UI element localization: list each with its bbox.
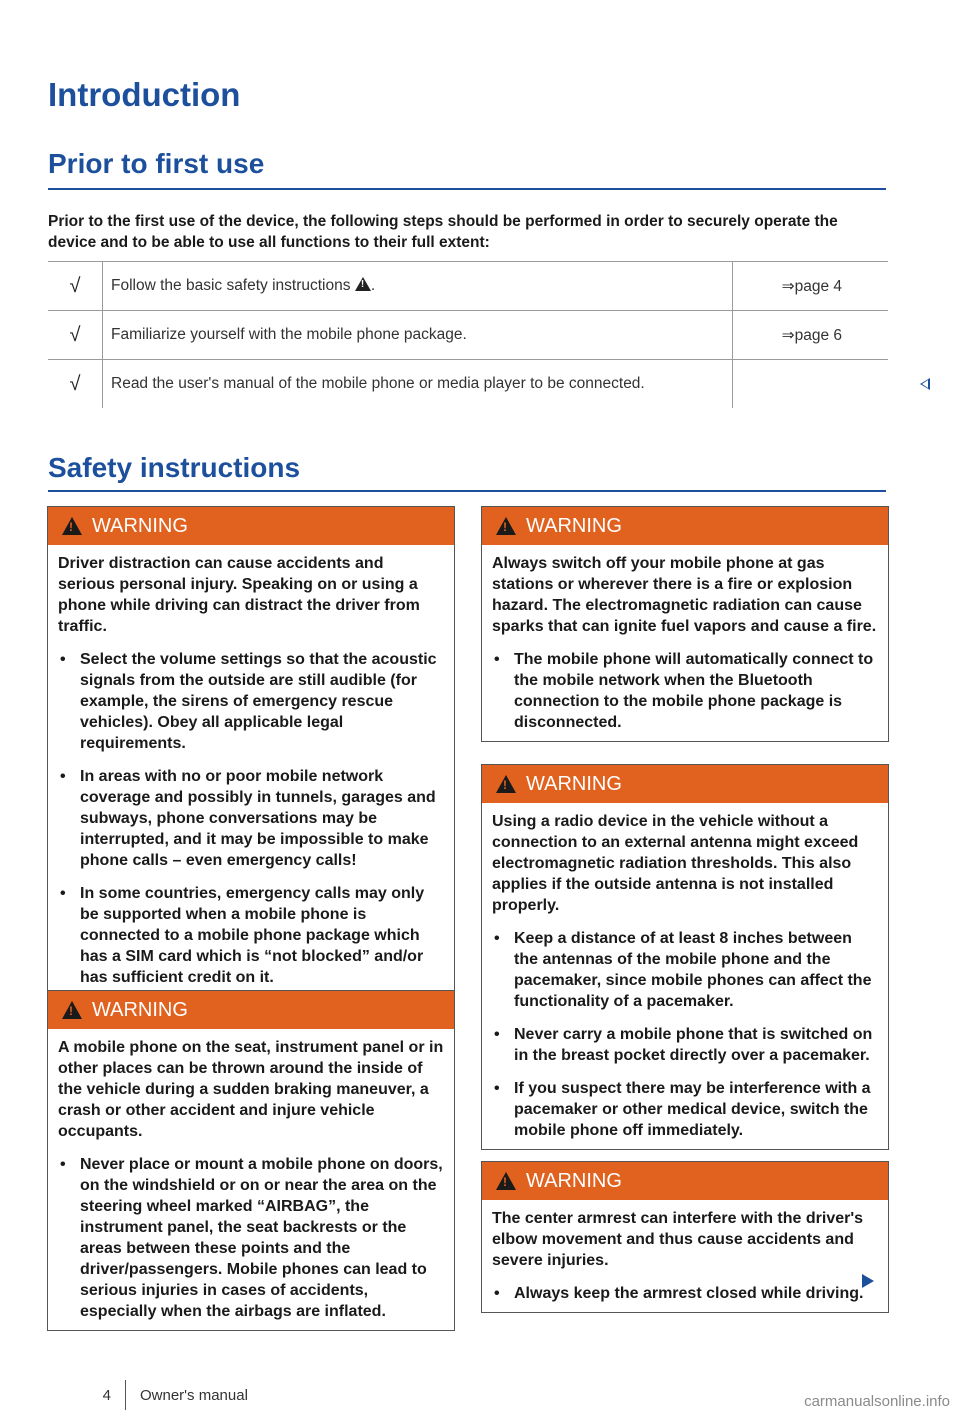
step-page-ref[interactable]: ⇒page 4 (733, 262, 889, 311)
step-text-label: Follow the basic safety instructions (111, 277, 351, 294)
warning-box (481, 506, 889, 742)
warning-label: WARNING (526, 514, 622, 537)
watermark: carmanualsonline.info (804, 1393, 950, 1410)
heading-rule (48, 188, 886, 190)
warning-body (482, 545, 888, 741)
warning-body (48, 545, 454, 996)
warning-triangle-icon (496, 517, 516, 535)
warning-body (482, 803, 888, 1149)
warning-label: WARNING (92, 514, 188, 537)
warning-bullet: • If you suspect there may be interference with a pacemaker or other medical device, switch the mobile phone off immediately. (492, 1078, 878, 1141)
warning-text: A mobile phone on the seat, instrument panel or in other places can be thrown around the inside of the vehicle during a sudden braking maneuver, a crash or other accident and injure vehicle occupants. (58, 1039, 444, 1140)
warning-text: Using a radio device in the vehicle without a connection to an external antenna might exceed electromagnetic radiation thresholds. This also applies if the outside antenna is not installed properly. (492, 813, 859, 914)
prior-to-first-use-heading: Prior to first use (48, 148, 265, 179)
warning-triangle-icon (496, 775, 516, 793)
warning-text: The center armrest can interfere with the driver's elbow movement and thus cause accidents and severe injuries. (492, 1210, 864, 1269)
check-mark: √ (48, 311, 103, 360)
step-text: Follow the basic safety instructions ! . (103, 262, 733, 311)
warning-header (482, 1162, 888, 1200)
warning-label: WARNING (526, 1169, 622, 1192)
warning-bullet: • The mobile phone will automatically connect to the mobile network when the Bluetooth connection to the mobile phone package is disconnected. (492, 649, 878, 733)
warning-text: Driver distraction can cause accidents and serious personal injury. Speaking on or using a phone while driving can distract the driver from traffic. (58, 555, 420, 635)
warning-header (48, 507, 454, 545)
warning-box (481, 764, 889, 1150)
page-title: Introduction (48, 76, 241, 113)
back-arrow-icon[interactable] (920, 378, 930, 390)
step-row (48, 360, 888, 409)
warning-box (481, 1161, 889, 1313)
intro-paragraph: Prior to the first use of the device, the following steps should be performed in order to securely operate the device and to be able to use all functions to their full extent: (48, 213, 838, 251)
check-mark: √ (69, 372, 81, 395)
warning-bullet: • Keep a distance of at least 8 inches between the antennas of the mobile phone and the pacemaker, since mobile phones can affect the functionality of a pacemaker. (492, 928, 878, 1012)
warning-bullet: • Always keep the armrest closed while driving. (492, 1283, 878, 1304)
warning-bullet: • In some countries, emergency calls may only be supported when a mobile phone is connected to a mobile phone package which has a SIM card which is “not blocked” and/or has sufficient credit on it. (58, 883, 444, 988)
step-text: Familiarize yourself with the mobile phone package. (103, 311, 733, 360)
footer-label: Owner's manual (140, 1386, 248, 1404)
warning-triangle-icon (496, 1172, 516, 1190)
warning-triangle-icon (62, 517, 82, 535)
warning-header (482, 765, 888, 803)
check-mark: √ (48, 262, 103, 311)
warning-bullet: • Never carry a mobile phone that is switched on in the breast pocket directly over a pacemaker. (492, 1024, 878, 1066)
warning-body (482, 1200, 888, 1312)
warning-text: Always switch off your mobile phone at gas stations or wherever there is a fire or explosion hazard. The electromagnetic radiation can cause sparks that can ignite fuel vapors and cause a fire. (492, 555, 877, 635)
footer-divider (125, 1380, 126, 1410)
heading-rule (48, 490, 886, 492)
page-footer (97, 1380, 248, 1410)
safety-instructions-heading: Safety instructions (48, 452, 301, 483)
warning-header (48, 991, 454, 1029)
page-number: 4 (102, 1386, 111, 1404)
warning-header (482, 507, 888, 545)
warning-label: WARNING (526, 772, 622, 795)
step-row (48, 311, 888, 360)
step-page-ref[interactable]: ⇒page 6 (733, 311, 889, 360)
warning-bullet: • In areas with no or poor mobile network coverage and possibly in tunnels, garages and subways, phone conversations may be interrupted, and it may be impossible to make phone calls – even emergency calls! (58, 766, 444, 871)
step-row (48, 262, 888, 311)
steps-table (48, 261, 888, 408)
step-page-ref (733, 360, 889, 409)
warning-body (48, 1029, 454, 1330)
continue-arrow-icon[interactable] (862, 1274, 874, 1288)
step-text: Read the user's manual of the mobile phone or media player to be connected. (103, 360, 733, 409)
warning-bullet: • Never place or mount a mobile phone on doors, on the windshield or on or near the area on the steering wheel marked “AIRBAG”, the instrument panel, the seat backrests or the areas between these points and the driver/passengers. Mobile phones can lead to serious injuries in cases of accidents, especially when the airbags are inflated. (58, 1154, 444, 1322)
warning-label: WARNING (92, 998, 188, 1021)
warning-bullet: • Select the volume settings so that the acoustic signals from the outside are still audible (for example, the sirens of emergency rescue vehicles). Obey all applicable legal requirements. (58, 649, 444, 754)
warning-triangle-icon (355, 277, 371, 291)
warning-box (47, 990, 455, 1331)
warning-triangle-icon (62, 1001, 82, 1019)
warning-box (47, 506, 455, 997)
